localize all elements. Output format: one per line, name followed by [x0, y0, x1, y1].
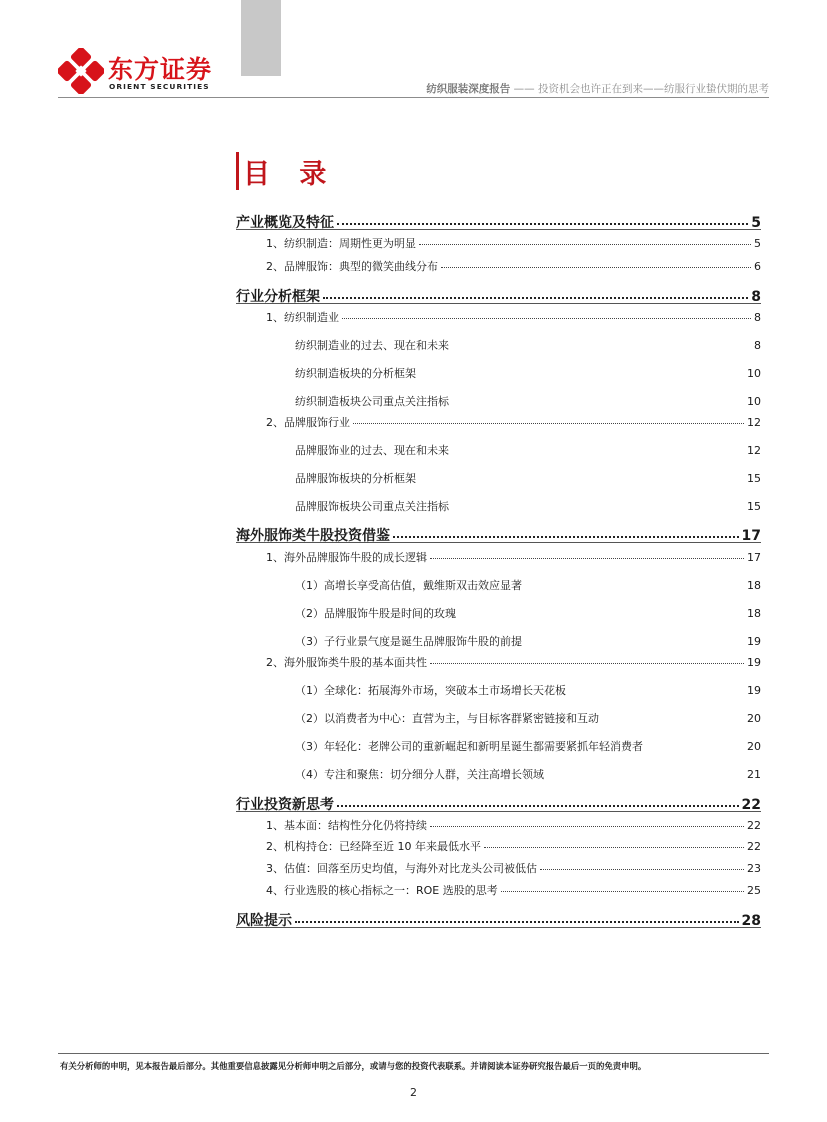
toc-entry-page: 17	[741, 528, 761, 544]
toc-entry-page: 6	[754, 260, 761, 273]
toc-section-entry[interactable]	[236, 794, 761, 814]
toc-entry-page: 22	[741, 797, 761, 813]
orient-logo-icon	[58, 48, 104, 94]
footer-disclaimer: 有关分析师的申明，见本报告最后部分。其他重要信息披露见分析师申明之后部分，或请与您的投资代表联系。并请阅读本证券研究报告最后一页的免责申明。	[60, 1061, 647, 1071]
toc-entry-label: 2、品牌服饰：典型的微笑曲线分布	[266, 260, 438, 273]
toc-subsection-entry[interactable]	[266, 309, 761, 325]
company-logo	[58, 48, 228, 94]
toc-entry-page: 15	[747, 472, 761, 485]
toc-leader-dots	[430, 558, 744, 559]
toc-entry-label: （3）年轻化：老牌公司的重新崛起和新明星诞生都需要紧抓年轻消费者	[295, 740, 643, 753]
toc-leader-dots	[323, 297, 748, 299]
toc-entry-label: 2、机构持仓：已经降至近 10 年来最低水平	[266, 840, 481, 853]
toc-entry-label: 1、海外品牌服饰牛股的成长逻辑	[266, 551, 427, 564]
toc-entry-label: （2）品牌服饰牛股是时间的玫瑰	[295, 607, 456, 620]
toc-title: 目 录	[243, 159, 337, 190]
toc-entry-label: 1、纺织制造：周期性更为明显	[266, 237, 416, 250]
report-subtitle: —— 投资机会也许正在到来——纺服行业蛰伏期的思考	[513, 83, 769, 95]
toc-entry-page: 25	[747, 884, 761, 897]
toc-entry-page: 22	[747, 819, 761, 832]
report-type: 纺织服装深度报告	[426, 83, 511, 95]
toc-leader-dots	[342, 318, 751, 319]
toc-entry-page: 18	[747, 607, 761, 620]
toc-subsection-entry[interactable]	[266, 549, 761, 565]
header-divider	[58, 97, 769, 98]
toc-item-entry[interactable]	[295, 738, 761, 754]
toc-entry-label: 品牌服饰板块的分析框架	[295, 472, 416, 485]
toc-subsection-entry[interactable]	[266, 414, 761, 430]
toc-item-entry[interactable]	[295, 337, 761, 353]
toc-entry-label: 2、海外服饰类牛股的基本面共性	[266, 656, 427, 669]
toc-entry-label: 纺织制造板块的分析框架	[295, 367, 416, 380]
toc-entry-page: 10	[747, 395, 761, 408]
toc-entry-label: 品牌服饰板块公司重点关注指标	[295, 500, 449, 513]
toc-leader-dots	[441, 267, 751, 268]
toc-leader-dots	[337, 223, 748, 225]
toc-subsection-entry[interactable]	[266, 817, 761, 833]
toc-entry-page: 5	[751, 215, 761, 231]
toc-entry-page: 5	[754, 237, 761, 250]
toc-entry-page: 22	[747, 840, 761, 853]
toc-entry-label: 纺织制造板块公司重点关注指标	[295, 395, 449, 408]
toc-entry-page: 12	[747, 416, 761, 429]
toc-item-entry[interactable]	[295, 498, 761, 514]
toc-entry-page: 17	[747, 551, 761, 564]
toc-entry-page: 15	[747, 500, 761, 513]
toc-entry-page: 8	[754, 339, 761, 352]
logo-chinese-name: 东方证券	[108, 55, 213, 84]
toc-entry-label: （1）全球化：拓展海外市场，突破本土市场增长天花板	[295, 684, 566, 697]
toc-entry-page: 10	[747, 367, 761, 380]
toc-entry-page: 18	[747, 579, 761, 592]
toc-section-entry[interactable]	[236, 286, 761, 306]
toc-item-entry[interactable]	[295, 365, 761, 381]
toc-item-entry[interactable]	[295, 605, 761, 621]
toc-leader-dots	[295, 921, 739, 923]
toc-entry-label: 2、品牌服饰行业	[266, 416, 350, 429]
toc-subsection-entry[interactable]	[266, 860, 761, 876]
toc-entry-label: （3）子行业景气度是诞生品牌服饰牛股的前提	[295, 635, 522, 648]
toc-leader-dots	[337, 805, 739, 807]
toc-entry-page: 19	[747, 635, 761, 648]
toc-item-entry[interactable]	[295, 710, 761, 726]
toc-entry-label: 行业投资新思考	[236, 797, 334, 813]
toc-entry-label: （1）高增长享受高估值，戴维斯双击效应显著	[295, 579, 522, 592]
toc-subsection-entry[interactable]	[266, 654, 761, 670]
toc-leader-dots	[540, 869, 744, 870]
toc-entry-page: 28	[741, 913, 761, 929]
header-gray-tab	[241, 0, 281, 76]
logo-english-name: ORIENT SECURITIES	[109, 82, 210, 91]
toc-item-entry[interactable]	[295, 633, 761, 649]
toc-entry-label: 品牌服饰业的过去、现在和未来	[295, 444, 449, 457]
toc-entry-label: 产业概览及特征	[236, 215, 334, 231]
page-number: 2	[410, 1086, 417, 1099]
toc-leader-dots	[484, 847, 744, 848]
toc-entry-label: 1、纺织制造业	[266, 311, 339, 324]
toc-item-entry[interactable]	[295, 577, 761, 593]
toc-leader-dots	[430, 826, 744, 827]
toc-item-entry[interactable]	[295, 393, 761, 409]
toc-subsection-entry[interactable]	[266, 838, 761, 854]
toc-entry-label: 1、基本面：结构性分化仍将持续	[266, 819, 427, 832]
running-header	[426, 81, 769, 96]
toc-entry-label: 纺织制造业的过去、现在和未来	[295, 339, 449, 352]
toc-subsection-entry[interactable]	[266, 235, 761, 251]
toc-entry-page: 8	[754, 311, 761, 324]
toc-subsection-entry[interactable]	[266, 258, 761, 274]
toc-entry-label: （4）专注和聚焦：切分细分人群，关注高增长领域	[295, 768, 544, 781]
toc-item-entry[interactable]	[295, 682, 761, 698]
footer-divider	[58, 1053, 769, 1054]
toc-entry-label: 行业分析框架	[236, 289, 320, 305]
toc-section-entry[interactable]	[236, 910, 761, 930]
toc-entry-page: 19	[747, 684, 761, 697]
toc-item-entry[interactable]	[295, 766, 761, 782]
toc-entry-page: 21	[747, 768, 761, 781]
toc-entry-label: 海外服饰类牛股投资借鉴	[236, 528, 390, 544]
toc-entry-page: 20	[747, 740, 761, 753]
toc-section-entry[interactable]	[236, 212, 761, 232]
toc-leader-dots	[430, 663, 744, 664]
toc-entry-label: 3、估值：回落至历史均值，与海外对比龙头公司被低估	[266, 862, 537, 875]
toc-item-entry[interactable]	[295, 470, 761, 486]
toc-item-entry[interactable]	[295, 442, 761, 458]
toc-entry-label: 风险提示	[236, 913, 292, 929]
toc-section-entry[interactable]	[236, 525, 761, 545]
toc-entry-label: 4、行业选股的核心指标之一：ROE 选股的思考	[266, 884, 498, 897]
toc-entry-page: 8	[751, 289, 761, 305]
toc-subsection-entry[interactable]	[266, 882, 761, 898]
toc-leader-dots	[419, 244, 751, 245]
toc-leader-dots	[501, 891, 744, 892]
toc-leader-dots	[393, 536, 739, 538]
toc-leader-dots	[353, 423, 744, 424]
toc-entry-page: 23	[747, 862, 761, 875]
toc-entry-page: 19	[747, 656, 761, 669]
toc-entry-page: 12	[747, 444, 761, 457]
toc-entry-label: （2）以消费者为中心：直营为主，与目标客群紧密链接和互动	[295, 712, 599, 725]
toc-entry-page: 20	[747, 712, 761, 725]
toc-title-accent	[236, 152, 239, 190]
